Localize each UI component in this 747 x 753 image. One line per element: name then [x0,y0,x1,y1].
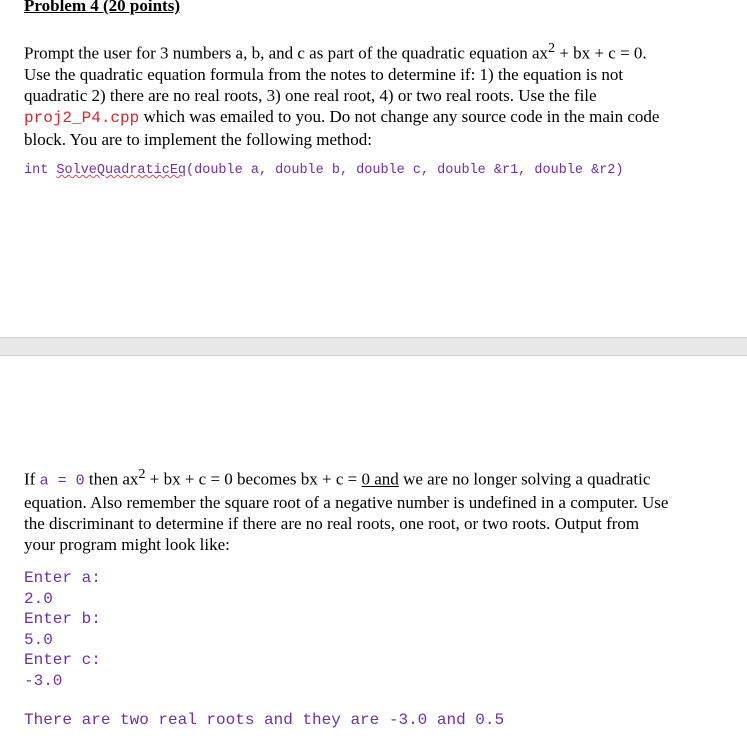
problem-heading: Problem 4 (20 points) [24,0,180,15]
filename: proj2_P4.cpp [24,108,140,127]
method-name: SolveQuadraticEq [56,163,187,178]
page-divider [0,337,747,356]
sample-output [24,568,101,691]
notes-paragraph: If a = 0 then $ax^2$ + bx + c = 0 becomes bx + c = 0 and we are no longer solving a quadratic equation. Also remember the square root of a negative number is undefined in a computer. Use the discriminant to determine if there are no real roots, one root, or two roots. Output from your program might look like: [24,466,669,554]
output-line: 5.0 [24,630,53,649]
output-line: Enter a: [24,569,101,587]
output-line: Enter c: [24,651,101,669]
output-line: Enter b: [24,610,101,628]
output-line: 2.0 [24,589,53,608]
inline-code: a = 0 [39,472,85,490]
method-signature: int SolveQuadraticEq(double a, double b, double c, double &r1, double &r2) [24,163,624,178]
output-line: -3.0 [24,671,63,690]
result-line: There are two real roots and they are -3.0 and 0.5 [24,711,505,729]
problem-description: Prompt the user for 3 numbers a, b, and c as part of the quadratic equation $ax^2$ + bx + c = 0. Use the quadratic equation formula from the notes to determine if: 1) the equation is not quadratic 2) there are no real roots, 3) one real root, 4) or two real roots. Use the file proj2_P4.cpp which was emailed to you. Do not change any source code in the main code block. You are to implement the following method: [24,40,660,149]
